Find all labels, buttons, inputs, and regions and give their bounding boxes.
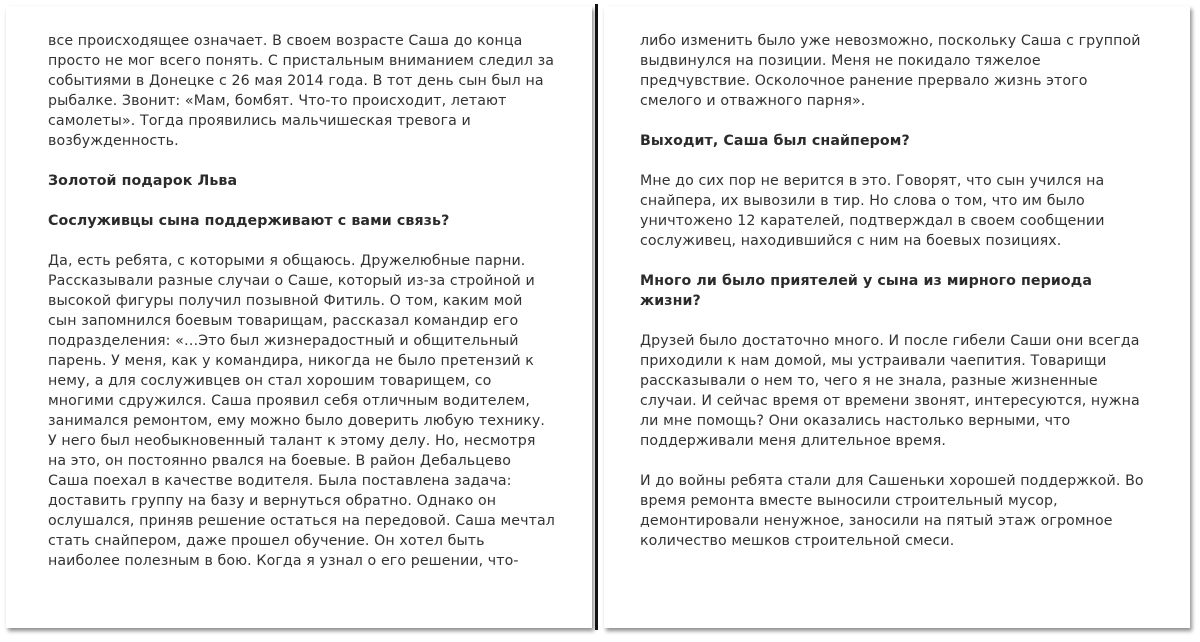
text-line: поддерживали меня длительное время. bbox=[640, 433, 946, 449]
right-paragraph-3 bbox=[640, 331, 1150, 451]
text-line: И до войны ребята стали для Сашеньки хорошей поддержкой. Во bbox=[640, 473, 1144, 489]
text-line: демонтировали ненужное, заносили на пятый этаж огромное bbox=[640, 513, 1113, 529]
left-page-text bbox=[48, 31, 555, 571]
text-line: уничтожено 12 карателей, подтверждал в своем сообщении bbox=[640, 213, 1105, 229]
text-line: рассказывали о нем то, чего я не знала, разные жизненные bbox=[640, 373, 1098, 389]
text-line: высокой фигуры получил позывной Фитиль. О том, каким мой bbox=[48, 293, 523, 309]
paragraph-gap bbox=[48, 191, 548, 211]
text-line: нему, а для сослуживцев он стал хорошим товарищем, со bbox=[48, 373, 492, 389]
interview-question: Сослуживцы сына поддерживают с вами связь? bbox=[48, 213, 450, 229]
right-paragraph-2 bbox=[640, 171, 1150, 251]
text-line: У него был необыкновенный талант к этому делу. Но, несмотря bbox=[48, 433, 536, 449]
interview-question: Выходит, Саша был снайпером? bbox=[640, 133, 910, 149]
text-line: жизни? bbox=[640, 293, 701, 309]
text-line: просто не мог всего понять. С пристальным вниманием следил за bbox=[48, 53, 555, 69]
paragraph-gap bbox=[640, 451, 1150, 471]
interview-question bbox=[640, 271, 1150, 311]
text-line: все происходящее означает. В своем возрасте Саша до конца bbox=[48, 33, 523, 49]
text-line: приходили к нам домой, мы устраивали чаепития. Товарищи bbox=[640, 353, 1107, 369]
text-line: случаи. И сейчас время от времени звонят, интересуются, нужна bbox=[640, 393, 1140, 409]
text-line: на это, он постоянно рвался на боевые. В район Дебальцево bbox=[48, 453, 512, 469]
text-line: снайпера, их вывозили в тир. Но слова о том, что им было bbox=[640, 193, 1085, 209]
text-line: занимался ремонтом, ему можно было доверить любую технику. bbox=[48, 413, 545, 429]
text-line: сын запомнился боевым товарищам, рассказал командир его bbox=[48, 313, 519, 329]
text-line: самолеты». Тогда проявились мальчишеская тревога и bbox=[48, 113, 471, 129]
text-line: либо изменить было уже невозможно, поскольку Саша с группой bbox=[640, 33, 1141, 49]
paragraph-gap bbox=[48, 151, 548, 171]
text-line: Рассказывали разные случаи о Саше, который из-за стройной и bbox=[48, 273, 535, 289]
paragraph-gap bbox=[640, 251, 1150, 271]
paragraph-gap bbox=[640, 311, 1150, 331]
left-paragraph-1 bbox=[48, 31, 555, 151]
right-page[interactable] bbox=[604, 6, 1190, 628]
right-paragraph-4 bbox=[640, 471, 1150, 551]
text-line: количество мешков строительной смеси. bbox=[640, 533, 955, 549]
text-line: подразделения: «…Это был жизнерадостный и общительный bbox=[48, 333, 519, 349]
text-line: предчувствие. Осколочное ранение прервало жизнь этого bbox=[640, 73, 1088, 89]
text-line: многими сдружился. Саша проявил себя отличным водителем, bbox=[48, 393, 530, 409]
text-line: стать снайпером, даже прошел обучение. Он хотел быть bbox=[48, 533, 485, 549]
text-line: выдвинулся на позиции. Меня не покидало тяжелое bbox=[640, 53, 1041, 69]
text-line: рыбалке. Звонит: «Мам, бомбят. Что-то происходит, летают bbox=[48, 93, 507, 109]
book-spine-divider bbox=[595, 4, 598, 630]
text-line: время ремонта вместе выносили строительный мусор, bbox=[640, 493, 1058, 509]
right-page-text bbox=[640, 31, 1150, 551]
text-line: возбужденность. bbox=[48, 133, 179, 149]
text-line: парень. У меня, как у командира, никогда не было претензий к bbox=[48, 353, 534, 369]
section-heading: Золотой подарок Льва bbox=[48, 173, 238, 189]
paragraph-gap bbox=[48, 231, 548, 251]
text-line: доставить группу на базу и вернуться обратно. Однако он bbox=[48, 493, 497, 509]
text-line: наиболее полезным в бою. Когда я узнал о его решении, что- bbox=[48, 553, 519, 569]
right-paragraph-1 bbox=[640, 31, 1150, 111]
text-line: Да, есть ребята, с которыми я общаюсь. Дружелюбные парни. bbox=[48, 253, 526, 269]
left-paragraph-2 bbox=[48, 251, 555, 571]
paragraph-gap bbox=[640, 111, 1150, 131]
text-line: Друзей было достаточно много. И после гибели Саши они всегда bbox=[640, 333, 1140, 349]
left-page[interactable] bbox=[6, 6, 592, 628]
text-line: Мне до сих пор не верится в это. Говорят, что сын учился на bbox=[640, 173, 1105, 189]
text-line: ли мне помощь? Они оказались настолько верными, что bbox=[640, 413, 1071, 429]
text-line: Много ли было приятелей у сына из мирного периода bbox=[640, 273, 1093, 289]
text-line: ослушался, приняв решение остаться на передовой. Саша мечтал bbox=[48, 513, 555, 529]
text-line: сослуживец, находившийся с ним на боевых позициях. bbox=[640, 233, 1062, 249]
text-line: событиями в Донецке с 26 мая 2014 года. В тот день сын был на bbox=[48, 73, 544, 89]
paragraph-gap bbox=[640, 151, 1150, 171]
text-line: Саша поехал в качестве водителя. Была поставлена задача: bbox=[48, 473, 512, 489]
text-line: смелого и отважного парня». bbox=[640, 93, 866, 109]
